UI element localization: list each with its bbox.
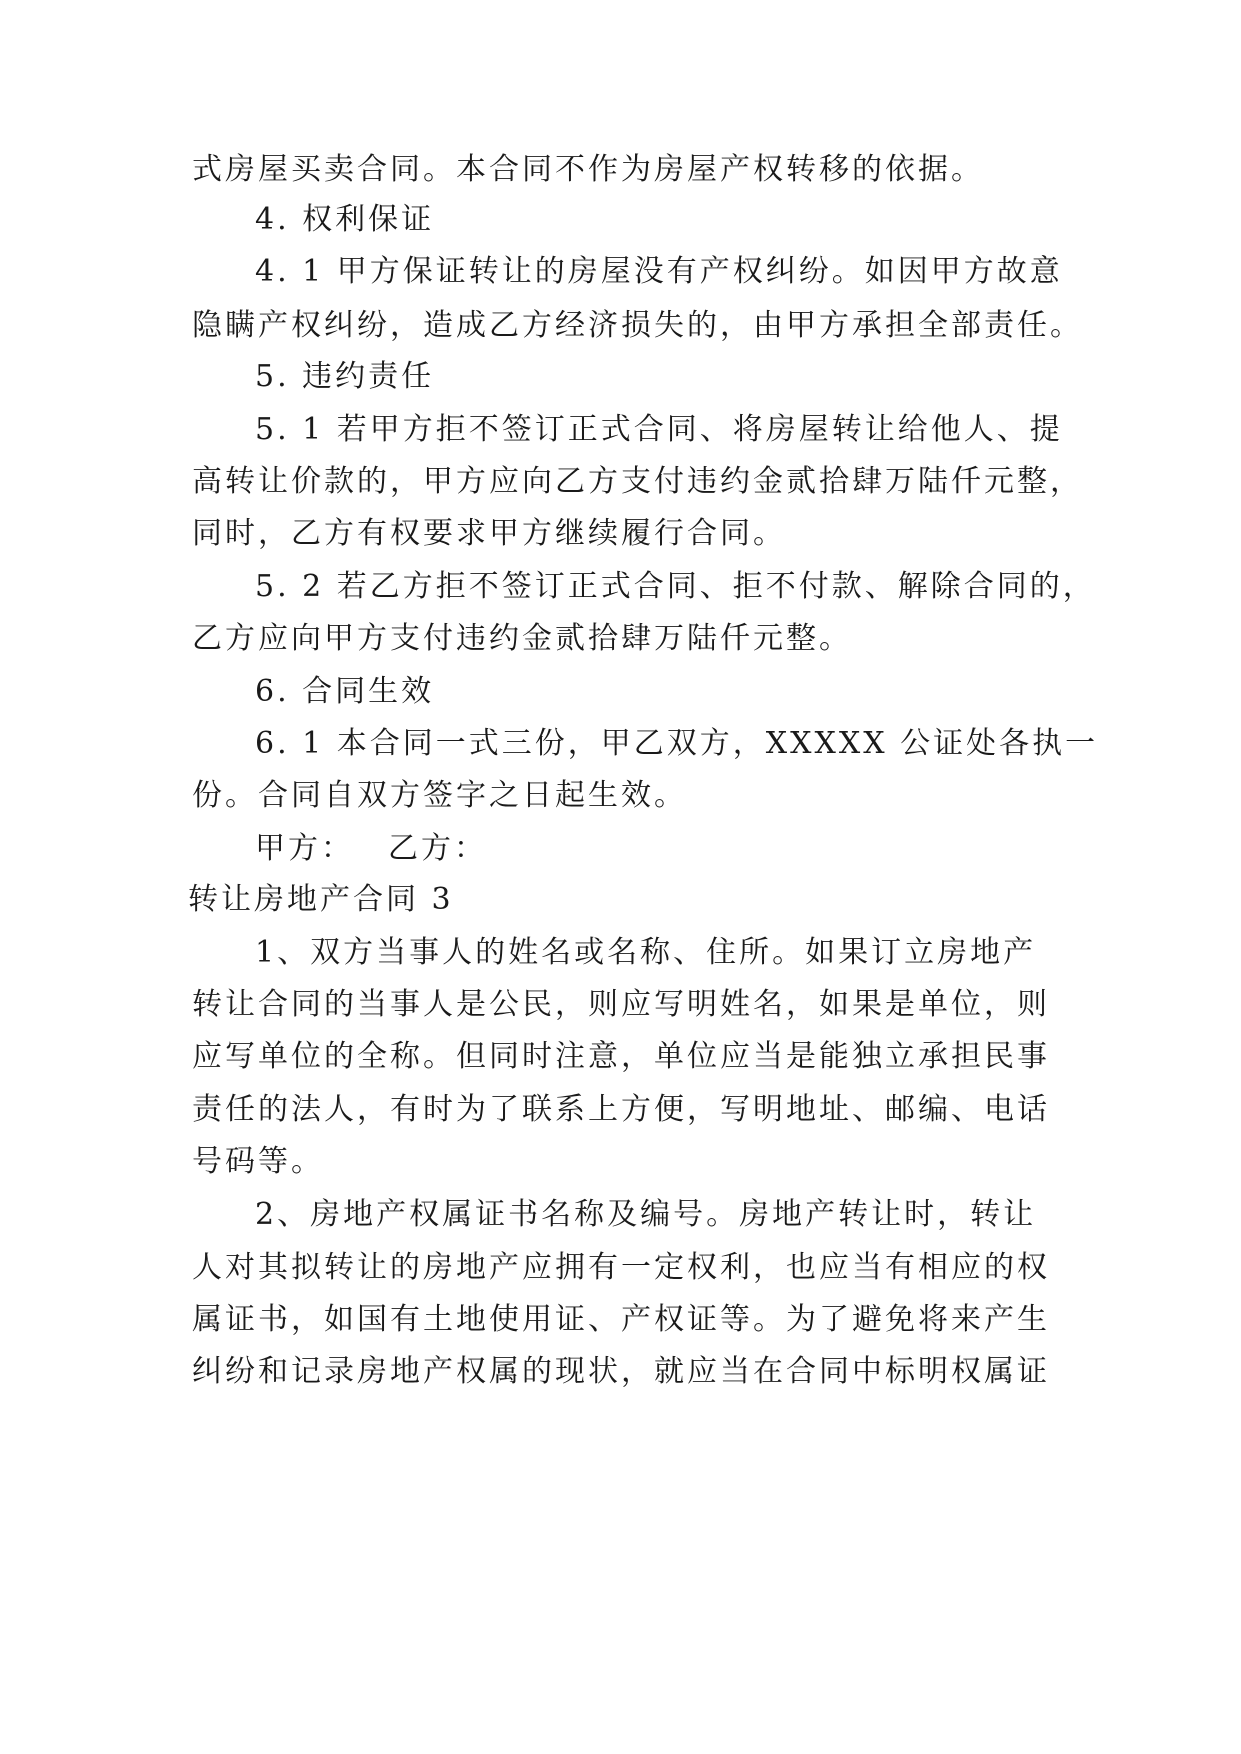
- text-line: 号码等。: [192, 1144, 324, 1179]
- signature-party-b: 乙方：: [388, 831, 487, 866]
- signature-party-a: 甲方：: [255, 831, 354, 866]
- text-line: 人对其拟转让的房地产应拥有一定权利，也应当有相应的权: [192, 1250, 1050, 1285]
- text-line: 乙方应向甲方支付违约金贰拾肆万陆仟元整。: [192, 621, 852, 656]
- text-line: 高转让价款的，甲方应向乙方支付违约金贰拾肆万陆仟元整，: [192, 464, 1083, 499]
- section-heading-rights-guarantee: 4. 权利保证: [255, 202, 435, 237]
- item-2: 2、房地产权属证书名称及编号。房地产转让时，转让: [255, 1197, 1037, 1232]
- document-title: 转让房地产合同 3: [188, 882, 454, 917]
- text-line: 应写单位的全称。但同时注意，单位应当是能独立承担民事: [192, 1039, 1050, 1074]
- text-line: 属证书，如国有土地使用证、产权证等。为了避免将来产生: [192, 1302, 1050, 1337]
- section-heading-contract-effect: 6. 合同生效: [255, 674, 435, 709]
- clause-5-1: 5. 1 若甲方拒不签订正式合同、将房屋转让给他人、提: [255, 412, 1063, 447]
- text-line: 份。合同自双方签字之日起生效。: [192, 778, 687, 813]
- text-line: 同时，乙方有权要求甲方继续履行合同。: [192, 516, 786, 551]
- clause-6-1: 6. 1 本合同一式三份，甲乙双方，XXXXX 公证处各执一: [255, 726, 1099, 761]
- clause-4-1: 4. 1 甲方保证转让的房屋没有产权纠纷。如因甲方故意: [255, 254, 1063, 289]
- clause-5-2: 5. 2 若乙方拒不签订正式合同、拒不付款、解除合同的，: [255, 569, 1096, 604]
- text-line: 责任的法人，有时为了联系上方便，写明地址、邮编、电话: [192, 1092, 1050, 1127]
- text-line: 隐瞒产权纠纷，造成乙方经济损失的，由甲方承担全部责任。: [192, 308, 1083, 343]
- text-line: 转让合同的当事人是公民，则应写明姓名，如果是单位，则: [192, 987, 1050, 1022]
- item-1: 1、双方当事人的姓名或名称、住所。如果订立房地产: [255, 935, 1037, 970]
- section-heading-breach-liability: 5. 违约责任: [255, 359, 435, 394]
- text-line: 式房屋买卖合同。本合同不作为房屋产权转移的依据。: [192, 152, 984, 187]
- text-line: 纠纷和记录房地产权属的现状，就应当在合同中标明权属证: [192, 1354, 1050, 1389]
